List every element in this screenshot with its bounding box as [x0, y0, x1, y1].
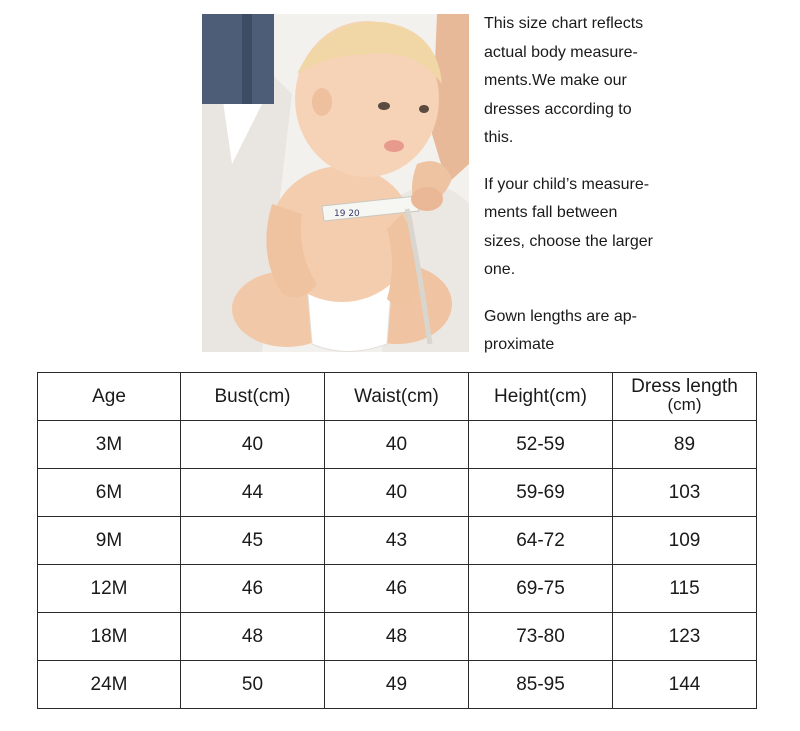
cell-age: 18M [38, 613, 181, 661]
cell-bust: 48 [181, 613, 325, 661]
cell-bust: 44 [181, 469, 325, 517]
cell-age: 12M [38, 565, 181, 613]
cell-height: 59-69 [469, 469, 613, 517]
cell-waist: 49 [325, 661, 469, 709]
table-row [38, 565, 757, 613]
cell-dress-length: 115 [613, 565, 757, 613]
cell-dress-length: 109 [613, 517, 757, 565]
cell-height: 73-80 [469, 613, 613, 661]
header-dress-length [613, 373, 757, 421]
cell-bust: 45 [181, 517, 325, 565]
header-bust: Bust(cm) [181, 373, 325, 421]
cell-age: 9M [38, 517, 181, 565]
cell-height: 64-72 [469, 517, 613, 565]
cell-height: 85-95 [469, 661, 613, 709]
table-row [38, 661, 757, 709]
baby-illustration [202, 14, 469, 352]
table-row [38, 421, 757, 469]
header-age: Age [38, 373, 181, 421]
note-choose-larger: If your child’s measure- ments fall between sizes, choose the larger one. [484, 175, 653, 278]
table-header-row [38, 373, 757, 421]
baby-measurement-photo [202, 14, 469, 352]
cell-bust: 50 [181, 661, 325, 709]
cell-bust: 40 [181, 421, 325, 469]
cell-age: 6M [38, 469, 181, 517]
cell-height: 69-75 [469, 565, 613, 613]
cell-age: 3M [38, 421, 181, 469]
header-height: Height(cm) [469, 373, 613, 421]
cell-dress-length: 89 [613, 421, 757, 469]
cell-dress-length: 144 [613, 661, 757, 709]
cell-waist: 48 [325, 613, 469, 661]
size-chart-table [37, 372, 757, 709]
size-chart-notes [484, 10, 784, 360]
table-row [38, 613, 757, 661]
note-measurements: This size chart reflects actual body measure- ments.We make our dresses according to this. [484, 15, 644, 146]
table-row [38, 517, 757, 565]
header-dress-length-line1: Dress length [631, 375, 738, 397]
cell-dress-length: 123 [613, 613, 757, 661]
cell-waist: 46 [325, 565, 469, 613]
cell-age: 24M [38, 661, 181, 709]
cell-height: 52-59 [469, 421, 613, 469]
table-row [38, 469, 757, 517]
header-waist: Waist(cm) [325, 373, 469, 421]
cell-waist: 40 [325, 421, 469, 469]
cell-waist: 43 [325, 517, 469, 565]
tape-marks: 19 20 [334, 209, 360, 219]
header-dress-length-line2: (cm) [667, 394, 702, 414]
cell-waist: 40 [325, 469, 469, 517]
cell-dress-length: 103 [613, 469, 757, 517]
note-gown-lengths: Gown lengths are ap- proximate [484, 307, 637, 353]
cell-bust: 46 [181, 565, 325, 613]
